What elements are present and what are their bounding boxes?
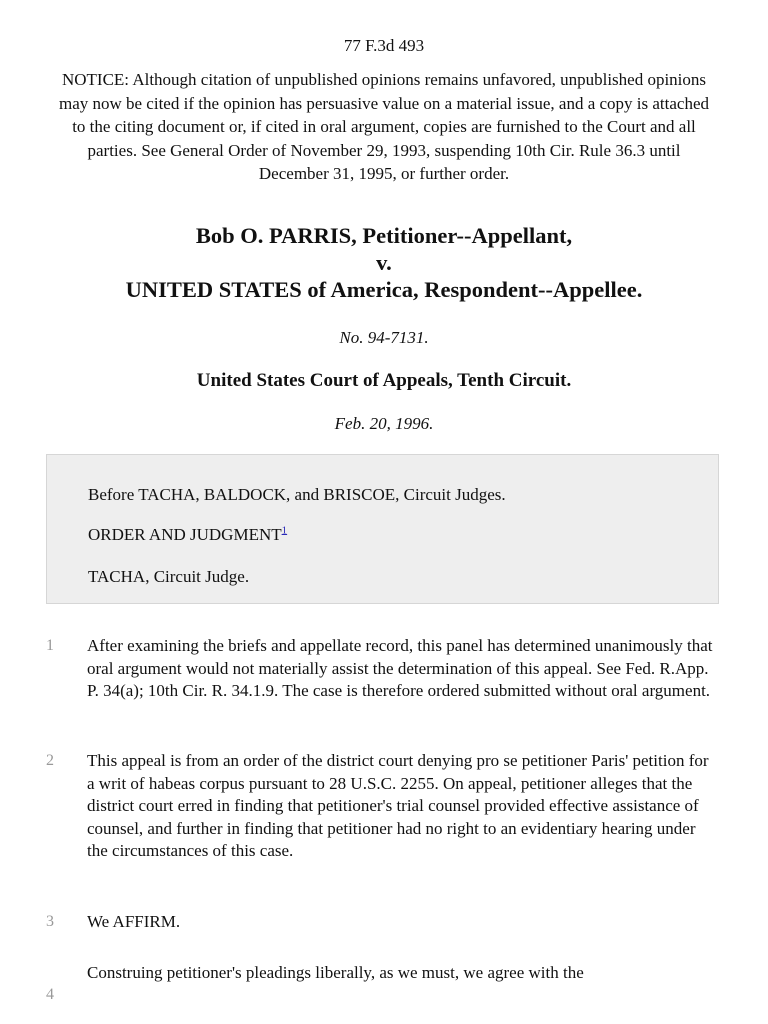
paragraph-number: 2 [46, 752, 54, 769]
footnote-link[interactable]: 1 [281, 524, 288, 537]
decision-date: Feb. 20, 1996. [334, 414, 434, 433]
paragraph-text: Construing petitioner's pleadings liberally, as we must, we agree with the [87, 963, 584, 982]
appellant-line: Bob O. PARRIS, Petitioner--Appellant, [195, 223, 573, 248]
case-caption [0, 222, 768, 303]
appellee-line: UNITED STATES of America, Respondent--Appellee. [125, 277, 643, 302]
order-title-text: ORDER AND JUDGMENT [88, 525, 282, 544]
order-title [88, 524, 287, 546]
case-citation: 77 F.3d 493 [343, 36, 425, 55]
panel-judges: Before TACHA, BALDOCK, and BRISCOE, Circuit Judges. [88, 485, 506, 504]
paragraph-text: We AFFIRM. [87, 912, 181, 931]
unpublished-notice: NOTICE: Although citation of unpublished opinions remains unfavored, unpublished opinions may now be cited if the opinion has persuasive value on a material issue, and a copy is attached to the citing document or, if cited in oral argument, copies are furnished to the Court and all parties. See General Order of November 29, 1993, suspending 10th Cir. Rule 36.3 until December 31, 1995, or further order. [58, 70, 710, 183]
paragraph-text: This appeal is from an order of the district court denying pro se petitioner Paris' petition for a writ of habeas corpus pursuant to 28 U.S.C. 2255. On appeal, petitioner alleges that the district court erred in finding that petitioner's trial counsel provided effective assistance of counsel, and further in finding that petitioner had no right to an evidentiary hearing under the circumstances of this case. [87, 751, 709, 860]
judges-panel [46, 454, 719, 604]
court-name: United States Court of Appeals, Tenth Circuit. [196, 370, 572, 391]
docket-number: No. 94-7131. [339, 328, 429, 347]
paragraph-number: 3 [46, 913, 54, 930]
opinion-author: TACHA, Circuit Judge. [88, 567, 250, 586]
versus-line: v. [376, 250, 392, 275]
paragraph-text: After examining the briefs and appellate record, this panel has determined unanimously that oral argument would not materially assist the determination of this appeal. See Fed. R.App. P. 34(a); 10th Cir. R. 34.1.9. The case is therefore ordered submitted without oral argument. [87, 636, 713, 700]
paragraph-number: 1 [46, 637, 54, 654]
paragraph-number: 4 [46, 986, 54, 1003]
